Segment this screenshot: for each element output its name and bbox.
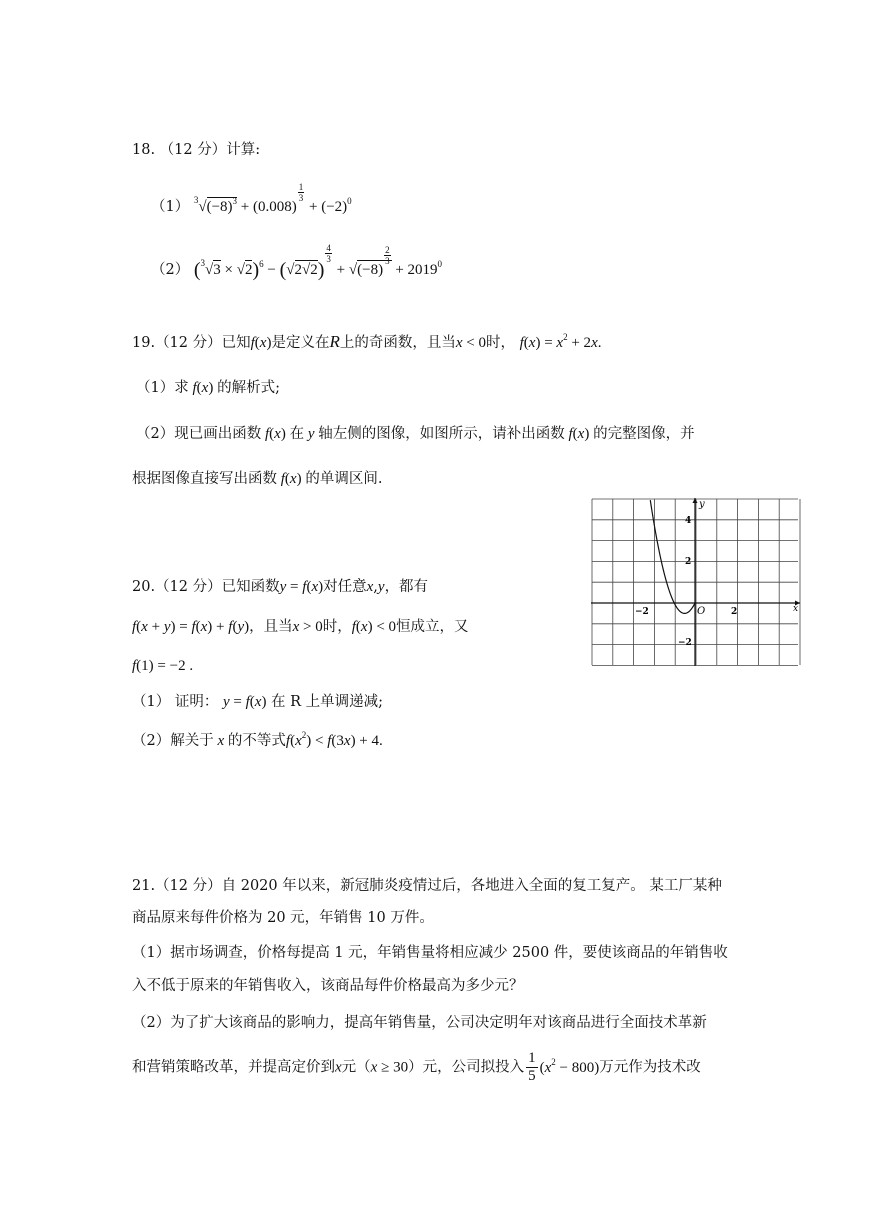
q20-part1-text: 在 R 上单调递减;: [271, 694, 384, 710]
tick-y-2: 2: [685, 557, 692, 567]
q20-part1: （1） 证明： y = f(x) 在 R 上单调递减;: [132, 694, 384, 710]
tick-y-4: 4: [685, 516, 692, 526]
q19-p2-c: 轴左侧的图像，如图所示，请补出函数: [318, 426, 565, 442]
q20-part2-text: 的不等式: [227, 733, 286, 749]
q19-part1-label: （1）求: [136, 380, 189, 396]
q21-line2: 商品原来每件价格为 20 元，年销售 10 万件。: [132, 910, 434, 926]
q19-p2-b: 在: [289, 426, 305, 442]
q19-part2-line2: 根据图像直接写出函数 f(x) 的单调区间.: [132, 471, 383, 487]
q19-p2-f: 的单调区间.: [305, 471, 383, 487]
q18-part1-label: （1）: [151, 199, 190, 215]
tick-x-2: 2: [731, 607, 738, 617]
q19-number: 19.: [132, 335, 156, 351]
grid: [592, 499, 800, 665]
q21-part1-line1: （1）据市场调查，价格每提高 1 元，年销售量将相应减少 2500 件，要使该商品的年销售收: [132, 945, 728, 961]
q19-p2-d: 的完整图像，并: [593, 426, 695, 442]
q19-p2-e: 根据图像直接写出函数: [132, 471, 277, 487]
q21-line1: 21.（12 分）自 2020 年以来，新冠肺炎疫情过后，各地进入全面的复工复产。 某工厂某种: [132, 878, 722, 894]
q20-value: f(1) = −2 .: [132, 658, 194, 674]
tick-y-neg2: −2: [678, 638, 692, 648]
q21-l6-d: 万元作为技术改: [599, 1059, 701, 1076]
q21-l6-c: ）元，公司拟投入: [408, 1059, 525, 1076]
q20-holds: 恒成立，又: [396, 619, 469, 635]
q18-part2: [151, 243, 442, 280]
q18-header: 18. （12 分）计算:: [132, 142, 261, 158]
q20-part2-label: （2）解关于: [132, 733, 214, 749]
q20-text: 20.（12 分）已知函数: [132, 579, 280, 595]
q19-p2-a: （2）现已画出函数: [136, 426, 262, 442]
q19-header: 19.（12 分）已知f(x)是定义在R上的奇函数，且当x < 0时， $f(x) = x^2 + 2x$.: [132, 332, 602, 351]
q18-part1-expr: $^3√(-8)^3 + (0.008)$ $\frac{1}{3}$ + $(-2)^0$: [193, 182, 352, 215]
q20-any: 对任意: [323, 579, 367, 595]
q19-when: 时，: [486, 335, 515, 351]
q21-part2-line1: （2）为了扩大该商品的影响力，提高年销售量，公司决定明年对该商品进行全面技术革新: [132, 1015, 707, 1031]
q20-condition: f(x + y) = f(x) + f(y)，且当x > 0时，f(x) < 0恒成立，又: [132, 619, 469, 635]
q21-l6-b: 元（: [341, 1059, 371, 1076]
q20-cond2: ，且当: [249, 619, 293, 635]
y-axis-label: y: [699, 499, 705, 510]
q19-defined-on: 是定义在: [271, 335, 330, 351]
q20-cond3: 时，: [322, 619, 352, 635]
q20-header: 20.（12 分）已知函数y = f(x)对任意x,y，都有: [132, 579, 429, 595]
q18-part1: [151, 182, 352, 217]
q19-odd: 上的奇函数，且当: [339, 335, 456, 351]
q20-part1-label: （1） 证明：: [132, 694, 219, 710]
tick-x-neg2: −2: [635, 607, 649, 617]
q20-all: ，都有: [384, 579, 429, 595]
q19-part1-end: 的解析式;: [217, 380, 280, 396]
function-graph: [591, 498, 801, 668]
origin-label: O: [697, 606, 706, 617]
q21-part2-line2: 和营销策略改革，并提高定价到x元（x ≥ 30）元，公司拟投入 $\frac{1}{5}$ $(x^2 - 800)$万元作为技术改: [132, 1050, 701, 1084]
q18-part2-label: （2）: [151, 262, 190, 278]
q18-part2-expr: $(^3√3 \times √2)^6 - (√2√2)$ $\frac{4}{3}$ + √(−8) $\frac{2}{3}$ + $2019^0$: [193, 243, 443, 281]
x-axis-label: x: [793, 604, 799, 614]
q21-l6-a: 和营销策略改革，并提高定价到: [132, 1059, 335, 1076]
q19-part1: （1）求 f(x) 的解析式;: [136, 380, 280, 396]
q21-part1-line2: 入不低于原来的年销售收入，该商品每件价格最高为多少元？: [132, 978, 524, 994]
q19-text: （12 分）已知: [155, 335, 251, 351]
q20-part2: （2）解关于 x 的不等式$f(x^2) < f(3x) + 4$.: [132, 730, 383, 749]
q19-part2-line1: （2）现已画出函数 f(x) 在 y 轴左侧的图像，如图所示，请补出函数 f(x) 的完整图像，并: [136, 426, 695, 442]
